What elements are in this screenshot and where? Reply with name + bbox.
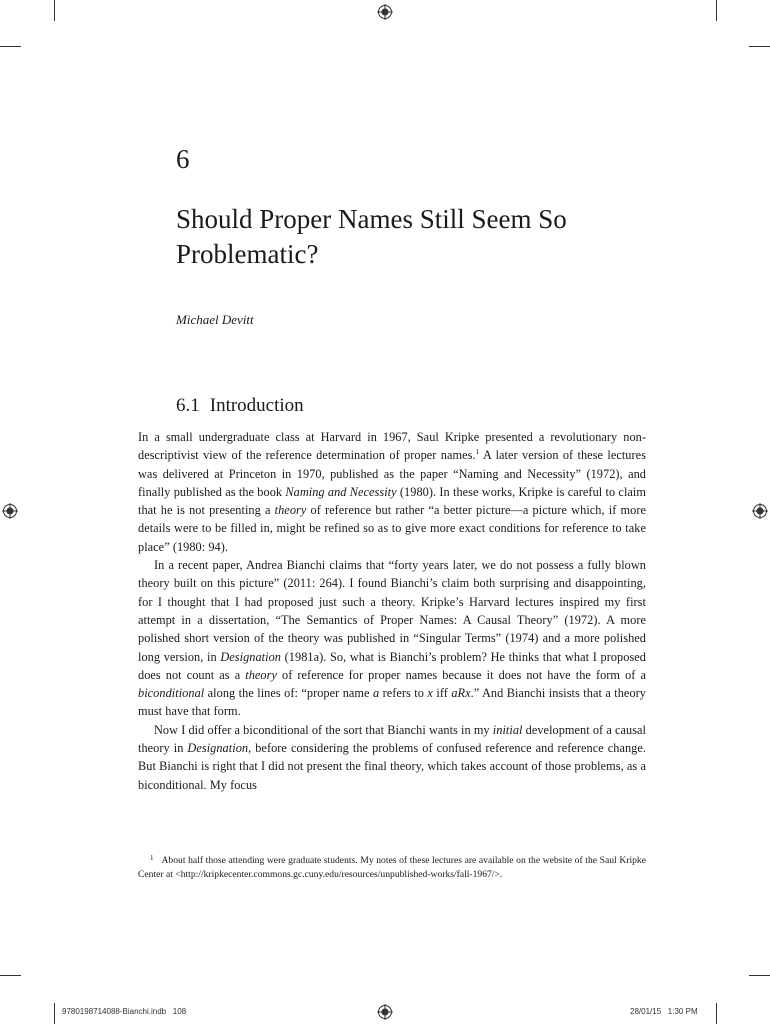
- footnote-mark: 1: [150, 854, 154, 862]
- registration-mark-icon: [2, 503, 18, 519]
- text-run: of reference but rather “a better picture—a picture which, if more details were to be filled in, might be refined so as to give more exact conditions for reference to take place” (1980: 94).: [138, 503, 646, 554]
- chapter-author: Michael Devitt: [176, 312, 254, 327]
- text-run: In a small undergraduate class at Harvard in 1967, Saul Kripke presented a revolutionary non-descriptivist view of the reference determination of proper names.: [138, 430, 646, 463]
- text-run: (1980). In these works, Kripke is careful to claim that he is not presenting a: [138, 484, 646, 518]
- emphasis: initial: [492, 722, 523, 737]
- text-run: iff: [432, 686, 452, 701]
- crop-mark-icon: [749, 975, 770, 976]
- emphasis: x: [427, 686, 433, 701]
- crop-mark-icon: [54, 1003, 55, 1024]
- paragraph: [138, 721, 646, 794]
- crop-mark-icon: [54, 0, 55, 21]
- text-run: of reference for proper names because it does not have the form of a: [276, 667, 646, 682]
- slug-filename: 9780198714088-Bianchi.indb 108: [62, 1007, 187, 1016]
- emphasis: a: [372, 686, 380, 701]
- registration-mark-icon: [752, 503, 768, 519]
- book-title: Designation: [220, 649, 282, 664]
- slug-datetime: 28/01/15 1:30 PM: [630, 1007, 698, 1016]
- text-run: .” And Bianchi insists that a theory must have that form.: [138, 686, 646, 719]
- section-title: Introduction: [209, 395, 304, 416]
- emphasis: aRx: [451, 686, 471, 701]
- text-run: development of a causal theory in: [138, 722, 647, 756]
- registration-mark-icon: [377, 1004, 393, 1020]
- text-run: In a recent paper, Andrea Bianchi claims that “forty years later, we do not possess a fully blown theory built on this picture” (2011: 264). I found Bianchi’s claim both surprising and disappointing, for I thought that I had proposed just such a theory. Kripke’s Harvard lectures inspired my first attempt in a dissertation, “The Semantics of Proper Names: A Causal Theory” (1972). A more polished short version of the theory was published in “Singular Terms” (1974) and a more polished long version, in: [138, 558, 646, 664]
- crop-mark-icon: [0, 975, 21, 976]
- crop-mark-icon: [716, 1003, 717, 1024]
- emphasis: biconditional: [138, 686, 205, 701]
- footnote: [138, 851, 646, 882]
- book-title: Naming and Necessity: [285, 484, 397, 499]
- section-number: 6.1: [176, 395, 200, 416]
- crop-mark-icon: [749, 46, 770, 47]
- emphasis: theory: [245, 667, 277, 682]
- text-run: , before considering the problems of confused reference and reference change. But Bianchi is right that I did not present the final theory, which takes account of those problems, as a biconditional. My focus: [138, 741, 646, 792]
- chapter-number: 6: [176, 144, 190, 174]
- section-heading: [176, 396, 304, 415]
- chapter-title: Should Proper Names Still Seem So Problematic?: [176, 204, 567, 269]
- paragraph: [138, 428, 646, 556]
- text-run: along the lines of: “proper name: [204, 686, 373, 701]
- registration-mark-icon: [377, 4, 393, 20]
- crop-mark-icon: [716, 0, 717, 21]
- text-run: refers to: [379, 686, 428, 701]
- footnote-text: About half those attending were graduate students. My notes of these lectures are available on the website of the Saul Kripke Center at <http://kripkecenter.commons.gc.cuny.edu/resources/unpublished-works/fall-1967/>.: [138, 855, 646, 881]
- paragraph: [138, 556, 646, 721]
- crop-mark-icon: [0, 46, 21, 47]
- text-run: (1981a). So, what is Bianchi’s problem? He thinks that what I proposed does not count as a: [138, 649, 646, 682]
- body-text: [138, 428, 646, 794]
- emphasis: theory: [274, 503, 307, 518]
- footnote-ref[interactable]: 1: [475, 447, 480, 457]
- book-title: Designation: [187, 741, 249, 756]
- text-run: Now I did offer a biconditional of the sort that Bianchi wants in my: [154, 722, 493, 737]
- text-run: A later version of these lectures was delivered at Princeton in 1970, published as the paper “Naming and Necessity” (1972), and finally published as the book: [138, 448, 646, 499]
